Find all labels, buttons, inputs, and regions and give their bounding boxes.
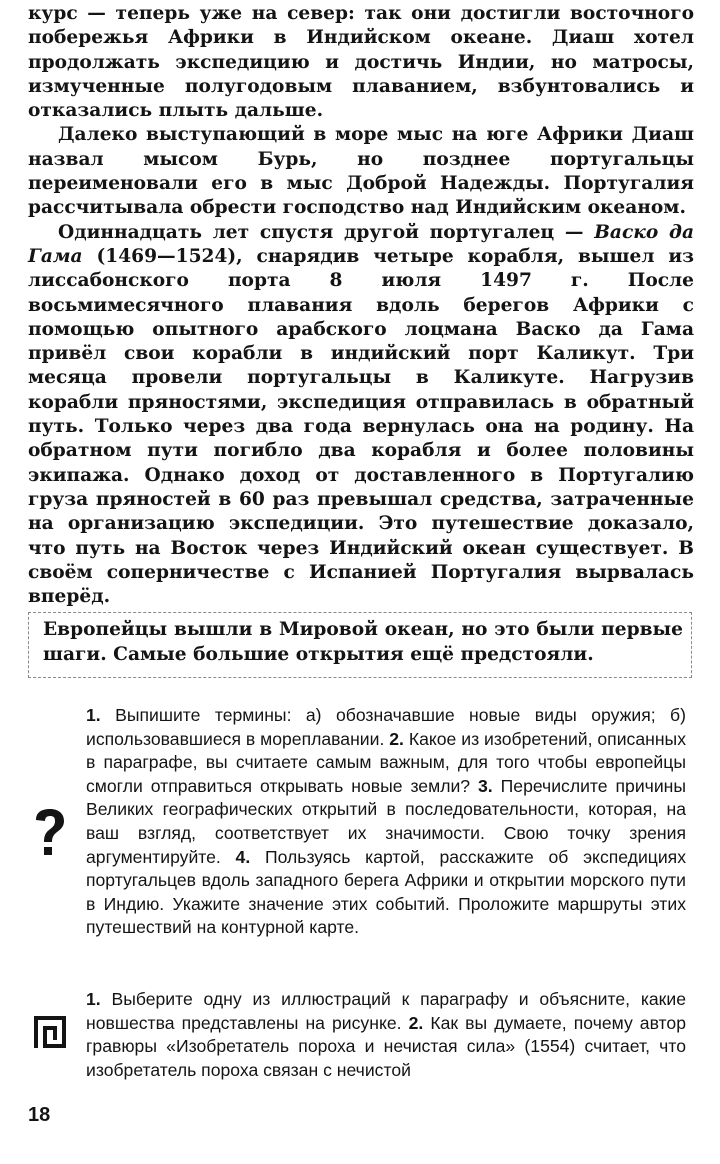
question-mark-icon — [30, 808, 70, 858]
question-text: Выпишите термины: а) обозначавшие новые виды оружия; б) использовавшиеся в мореплавании. — [86, 705, 686, 749]
question-number: 4. — [235, 846, 251, 867]
question-text: Какое из изобретений, описанных в параграфе, вы считаете самым важным, для того чтобы европейцы смогли отправиться открывать новые земли? — [86, 728, 686, 796]
task-number: 2. — [408, 1012, 424, 1033]
task-number: 1. — [86, 989, 101, 1009]
question-number: 3. — [478, 775, 493, 796]
question-number: 2. — [389, 728, 404, 749]
paragraph: Далеко выступающий в море мыс на юге Африки Диаш назвал мысом Бурь, но позднее португальцы переименовали его в мыс Доброй Надежды. Португалия рассчитывала обрести господство над Индийским океаном. — [28, 124, 694, 219]
question-number: 1. — [86, 705, 101, 725]
conclusion-text: Европейцы вышли в Мировой океан, но это были первые шаги. Самые большие открытия ещё предстояли. — [43, 619, 683, 665]
paragraph: курс — теперь уже на север: так они достигли восточного побережья Африки в Индийском океане. Диаш хотел продолжать экспедицию и достичь Индии, но матросы, измученные полугодовым плаванием, взбунтовались и отказались плыть дальше. — [28, 3, 694, 122]
main-text — [28, 2, 694, 609]
conclusion-box — [28, 612, 692, 678]
tasks-list — [86, 988, 686, 1082]
questions-list — [86, 704, 686, 940]
task-text: Выберите одну из иллюстраций к параграфу и объясните, какие новшества представлены на рисунке. — [86, 989, 686, 1033]
task-text: Как вы думаете, почему автор гравюры «Изобретатель пороха и нечистая сила» (1554) считает, что изобретатель пороха связан с нечистой — [86, 1012, 686, 1080]
question-text: Перечислите причины Великих географических открытий в последовательности, которая, на ваш взгляд, соответствует их значимости. Свою точку зрения аргументируйте. — [86, 775, 687, 867]
meander-task-icon — [34, 1016, 66, 1048]
paragraph-text: Одиннадцать лет спустя другой португалец — — [58, 221, 595, 243]
question-text: Пользуясь картой, расскажите об экспедициях португальцев вдоль западного берега Африки и открытии морского пути в Индию. Укажите значение этих событий. Проложите маршруты этих путешествий на контурной карте. — [86, 846, 686, 938]
person-name: Васко да Гама — [28, 221, 694, 267]
page-number: 18 — [28, 1104, 51, 1126]
paragraph — [28, 221, 694, 610]
paragraph-text: (1469—1524), снарядив четыре корабля, вышел из лиссабонского порта 8 июля 1497 г. После восьмимесячного плавания вдоль берегов Африки с помощью опытного арабского лоцмана Васко да Гама привёл свои корабли в индийский порт Каликут. Три месяца провели португальцы в Каликуте. Нагрузив корабли пряностями, экспедиция отправилась в обратный путь. Только через два года вернулась она на родину. На обратном пути погибло два корабля и более половины экипажа. Однако доход от доставленного в Португалию груза пряностей в 60 раз превышал средства, затраченные на организацию экспедиции. Это путешествие доказало, что путь на Восток через Индийский океан существует. В своём соперничестве с Испанией Португалия вырвалась вперёд. — [28, 245, 694, 608]
